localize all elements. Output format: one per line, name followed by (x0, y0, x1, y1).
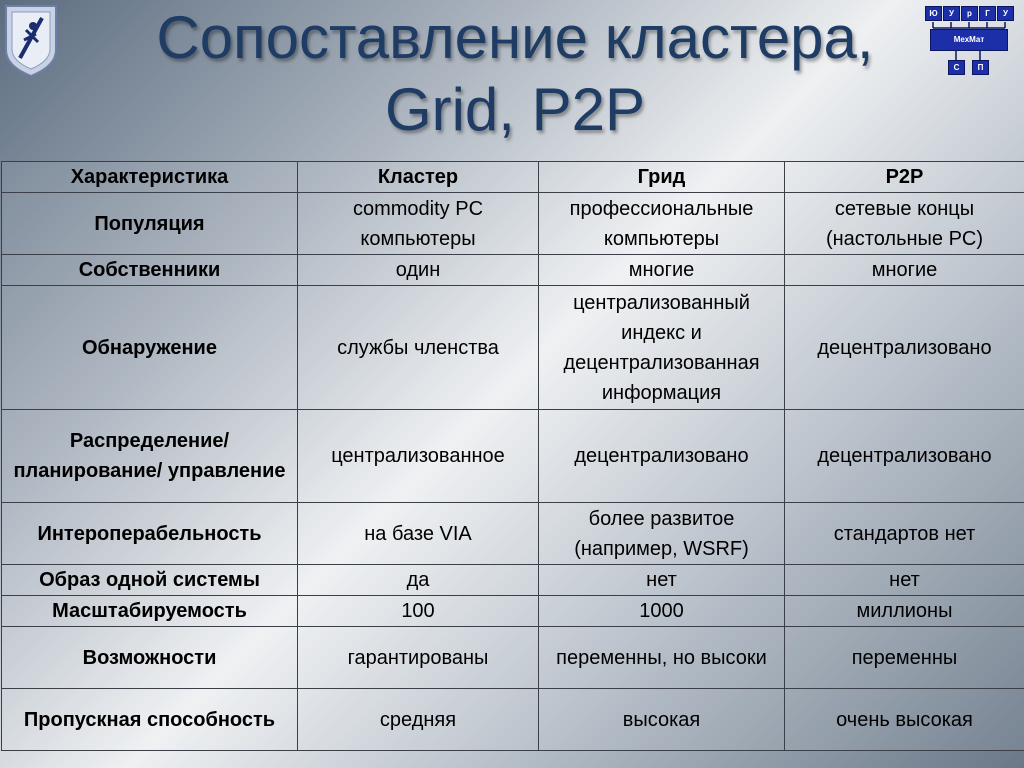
table-cell: централизованный индекс и децентрализованная информация (539, 286, 785, 410)
table-row (2, 627, 1024, 689)
table-cell: переменны (785, 627, 1024, 689)
table-cell: нет (539, 565, 785, 596)
row-label: Собственники (2, 255, 298, 286)
title-line-1: Сопоставление кластера, (156, 4, 874, 71)
table-cell: более развитое (например, WSRF) (539, 503, 785, 565)
table-cell: очень высокая (785, 689, 1024, 751)
table-row (2, 255, 1024, 286)
table-cell: один (298, 255, 539, 286)
table-row (2, 410, 1024, 503)
table-cell: переменны, но высоки (539, 627, 785, 689)
logo-letter: У (943, 6, 960, 21)
table-cell: средняя (298, 689, 539, 751)
table-row (2, 193, 1024, 255)
comparison-table (1, 161, 1024, 751)
logo-letter: р (961, 6, 978, 21)
column-header-grid: Грид (539, 162, 785, 193)
logo-letter: У (997, 6, 1014, 21)
table-cell: децентрализовано (539, 410, 785, 503)
column-header-p2p: P2P (785, 162, 1024, 193)
table-cell: 1000 (539, 596, 785, 627)
university-emblem (0, 0, 62, 78)
mechmat-logo (922, 4, 1014, 78)
table-cell: нет (785, 565, 1024, 596)
table-row (2, 286, 1024, 410)
slide-title (120, 2, 910, 146)
logo-letter: Г (979, 6, 996, 21)
table-cell: децентрализовано (785, 410, 1024, 503)
table-cell: высокая (539, 689, 785, 751)
table-cell: стандартов нет (785, 503, 1024, 565)
row-label: Популяция (2, 193, 298, 255)
table-cell: на базе VIA (298, 503, 539, 565)
title-line-2: Grid, P2P (384, 76, 646, 143)
logo-bottom-letter: П (972, 60, 989, 75)
column-header-cluster: Кластер (298, 162, 539, 193)
logo-letter: Ю (925, 6, 942, 21)
table-header-row (2, 162, 1024, 193)
column-header-characteristic: Характеристика (2, 162, 298, 193)
table-row (2, 596, 1024, 627)
row-label: Образ одной системы (2, 565, 298, 596)
logo-bottom-letter: С (948, 60, 965, 75)
table-row (2, 565, 1024, 596)
row-label: Возможности (2, 627, 298, 689)
table-cell: децентрализовано (785, 286, 1024, 410)
table-cell: многие (539, 255, 785, 286)
table-cell: 100 (298, 596, 539, 627)
table-cell: профессиональные компьютеры (539, 193, 785, 255)
table-cell: миллионы (785, 596, 1024, 627)
table-cell: многие (785, 255, 1024, 286)
table-cell: сетевые концы (настольные PC) (785, 193, 1024, 255)
table-row (2, 689, 1024, 751)
table-cell: commodity PC компьютеры (298, 193, 539, 255)
row-label: Распределение/ планирование/ управление (2, 410, 298, 503)
row-label: Обнаружение (2, 286, 298, 410)
table-row (2, 503, 1024, 565)
row-label: Пропускная способность (2, 689, 298, 751)
logo-bar-label: МехМат (930, 29, 1008, 51)
row-label: Интероперабельность (2, 503, 298, 565)
table-cell: централизованное (298, 410, 539, 503)
table-cell: службы членства (298, 286, 539, 410)
table-cell: да (298, 565, 539, 596)
table-cell: гарантированы (298, 627, 539, 689)
row-label: Масштабируемость (2, 596, 298, 627)
